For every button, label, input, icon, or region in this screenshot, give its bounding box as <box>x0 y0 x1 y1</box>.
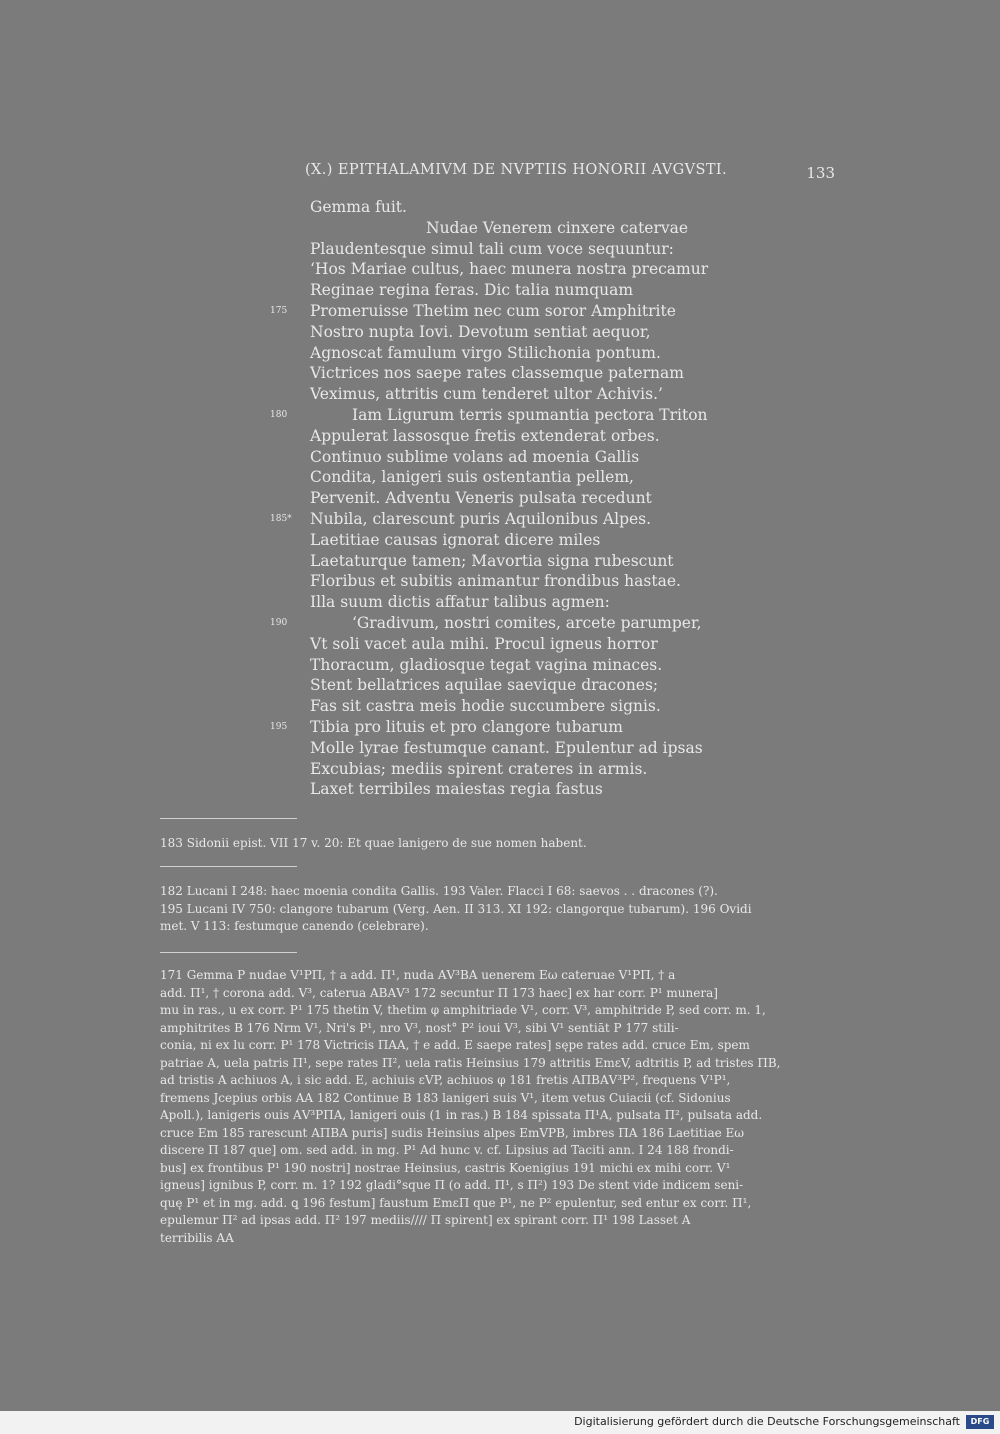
apparatus-line: fremens Jcepius orbis ΑΑ 182 Continue Β 183 lanigeri suis V¹, item vetus Cuiacii (cf. Sidonius <box>160 1090 731 1105</box>
verse-text: Agnoscat famulum virgo Stilichonia pontum. <box>310 343 661 362</box>
verse-text: Veximus, attritis cum tenderet ultor Achivis.’ <box>310 385 663 404</box>
verse-text: Promeruisse Thetim nec cum soror Amphitrite <box>310 301 676 320</box>
verse-text: Floribus et subitis animantur frondibus hastae. <box>310 572 681 591</box>
verse-text: Tibia pro lituis et pro clangore tubarum <box>310 717 623 736</box>
apparatus-line: discere Π 187 que] om. sed add. in mg. P¹ Ad hunc v. cf. Lipsius ad Taciti ann. I 24 188 frondi- <box>160 1143 734 1157</box>
verse-text: Reginae regina feras. Dic talia numquam <box>310 281 634 300</box>
verse-line <box>270 717 708 738</box>
verse-text: Victrices nos saepe rates classemque paternam <box>310 364 684 383</box>
verse-line <box>310 779 708 800</box>
poem-text <box>270 197 709 800</box>
dfg-logo: DFG <box>966 1415 994 1429</box>
verse-text: Pervenit. Adventu Veneris pulsata recedunt <box>310 489 652 508</box>
line-number: 175 <box>270 305 288 316</box>
verse-line <box>310 218 708 239</box>
verse-line <box>310 363 708 384</box>
verse-line <box>310 322 708 343</box>
verse-line <box>310 467 708 488</box>
verse-line <box>310 447 708 468</box>
verse-text: Laetitiae causas ignorat dicere miles <box>310 530 601 549</box>
apparatus-line: cruce Em 185 rarescunt ΑΠΒΑ puris] sudis Heinsius alpes EmVPΒ, imbres ΠΑ 186 Laetitiae Εω <box>160 1125 745 1140</box>
verse-text: ‘Hos Mariae cultus, haec munera nostra precamur <box>310 260 709 279</box>
verse-line <box>310 759 708 780</box>
verse-text: Thoracum, gladiosque tegat vagina minaces. <box>310 655 663 674</box>
verse-line <box>310 634 708 655</box>
apparatus-line: quę P¹ et in mg. add. ꝗ 196 festum] faustum EmεΠ que P¹, ne P² epulentur, sed entur ex corr. Π¹, <box>160 1195 752 1210</box>
apparatus-sources <box>160 835 833 853</box>
verse-line <box>270 509 708 530</box>
apparatus-line: add. Π¹, † corona add. V³, caterua ΑΒΑV³ 172 secuntur Π 173 haec] ex har corr. P¹ munera] <box>160 985 718 1000</box>
verse-text: Nostro nupta Iovi. Devotum sentiat aequor, <box>310 322 651 341</box>
verse-line <box>270 613 708 634</box>
apparatus-line: 171 Gemma P nudae V¹PΠ, † a add. Π¹, nuda ΑV³ΒΑ uenerem Εω cateruae V¹PΠ, † a <box>160 968 676 982</box>
verse-line <box>310 488 708 509</box>
apparatus-line: Apoll.), lanigeris ouis ΑV³PΠΑ, lanigeri ouis (1 in ras.) Β 184 spissata Π¹Α, pulsata Π², pulsata add. <box>160 1108 763 1122</box>
verse-text: Iam Ligurum terris spumantia pectora Triton <box>352 405 708 424</box>
verse-text: Nubila, clarescunt puris Aquilonibus Alpes. <box>310 509 652 528</box>
verse-text: Continuo sublime volans ad moenia Gallis <box>310 447 640 466</box>
divider <box>160 818 297 819</box>
apparatus-line: epulemur Π² ad ipsas add. Π² 197 mediis//// Π spirent] ex spirant corr. Π¹ 198 Lasset Α <box>160 1213 691 1227</box>
page-number: 133 <box>806 164 835 182</box>
apparatus-critical <box>160 967 833 1247</box>
verse-line <box>310 571 708 592</box>
verse-text: Appulerat lassosque fretis extenderat orbes. <box>310 426 660 445</box>
verse-text: Vt soli vacet aula mihi. Procul igneus horror <box>310 634 658 653</box>
verse-text: Condita, lanigeri suis ostentantia pellem, <box>310 468 634 487</box>
apparatus-line: amphitrites Β 176 Nrm V¹, Nri's P¹, nro V³, nost° P² ioui V³, sibi V¹ sentiāt P 177 stili- <box>160 1020 679 1035</box>
verse-line <box>310 530 708 551</box>
verse-line <box>310 259 708 280</box>
verse-line <box>310 696 708 717</box>
line-number: 190 <box>270 617 288 628</box>
line-number: 180 <box>270 409 288 420</box>
apparatus-line: ad tristis Α achiuos Α, i sic add. Ε, achiuis εVP, achiuos φ 181 fretis ΑΠΒΑV³P², frequens V¹P¹, <box>160 1073 731 1087</box>
verse-line <box>310 675 708 696</box>
verse-text: Illa suum dictis affatur talibus agmen: <box>310 593 610 612</box>
apparatus-parallels <box>160 883 833 936</box>
apparatus-line: 195 Lucani IV 750: clangore tubarum (Verg. Aen. II 313. XI 192: clangorque tubarum). 196 Ovidi <box>160 901 752 916</box>
verse-line <box>310 197 708 218</box>
footer-bar <box>0 1411 1000 1434</box>
verse-line <box>310 239 708 260</box>
divider <box>160 952 297 953</box>
apparatus-line: igneus] ignibus P, corr. m. 1? 192 gladi°sque Π (o add. Π¹, s Π²) 193 De stent vide indicem seni- <box>160 1178 744 1192</box>
apparatus-line: bus] ex frontibus P¹ 190 nostri] nostrae Heinsius, castris Koenigius 191 michi ex mihi corr. V¹ <box>160 1160 731 1175</box>
apparatus-line: mu in ras., u ex corr. P¹ 175 thetin V, thetim φ amphitriade V¹, corr. V³, amphitride P, sed corr. m. 1, <box>160 1003 766 1017</box>
funding-notice: Digitalisierung gefördert durch die Deutsche Forschungsgemeinschaft <box>574 1415 960 1428</box>
apparatus-line: met. V 113: festumque canendo (celebrare). <box>160 919 429 933</box>
verse-text: Stent bellatrices aquilae saevique dracones; <box>310 676 659 695</box>
verse-line <box>310 551 708 572</box>
apparatus-line: 182 Lucani I 248: haec moenia condita Gallis. 193 Valer. Flacci I 68: saevos . . dracones (?). <box>160 884 718 898</box>
verse-line <box>310 343 708 364</box>
line-number: 195 <box>270 721 288 732</box>
apparatus-line: 183 Sidonii epist. VII 17 v. 20: Et quae lanigero de sue nomen habent. <box>160 836 587 850</box>
running-header <box>305 162 835 186</box>
line-number: 185* <box>270 513 292 524</box>
verse-line <box>310 426 708 447</box>
verse-line <box>310 655 708 676</box>
apparatus-line: patriae Α, uela patris Π¹, sepe rates Π², uela ratis Heinsius 179 attritis EmεV, adtritis P, ad tristes ΠΒ, <box>160 1055 781 1070</box>
verse-line <box>310 592 708 613</box>
header-title: (X.) EPITHALAMIVM DE NVPTIIS HONORII AVGVSTI. <box>305 162 728 178</box>
verse-text: ‘Gradivum, nostri comites, arcete parumper, <box>352 613 702 632</box>
verse-line <box>270 301 708 322</box>
verse-line <box>270 405 708 426</box>
verse-line <box>310 280 708 301</box>
verse-line <box>310 384 708 405</box>
verse-text: Excubias; mediis spirent crateres in armis. <box>310 759 648 778</box>
verse-text: Fas sit castra meis hodie succumbere signis. <box>310 697 661 716</box>
verse-text: Nudae Venerem cinxere catervae <box>426 218 689 237</box>
verse-line <box>310 738 708 759</box>
verse-text: Gemma fuit. <box>310 198 407 216</box>
verse-text: Molle lyrae festumque canant. Epulentur ad ipsas <box>310 738 703 757</box>
apparatus-line: conia, ni ex lu corr. P¹ 178 Victricis ΠΑΑ, † e add. Ε saepe rates] sępe rates add. cruce Em, spem <box>160 1038 750 1052</box>
verse-text: Laxet terribiles maiestas regia fastus <box>310 780 603 799</box>
divider <box>160 866 297 867</box>
verse-text: Laetaturque tamen; Mavortia signa rubescunt <box>310 551 674 570</box>
apparatus-line: terribilis ΑΑ <box>160 1230 234 1245</box>
verse-text: Plaudentesque simul tali cum voce sequuntur: <box>310 239 674 258</box>
